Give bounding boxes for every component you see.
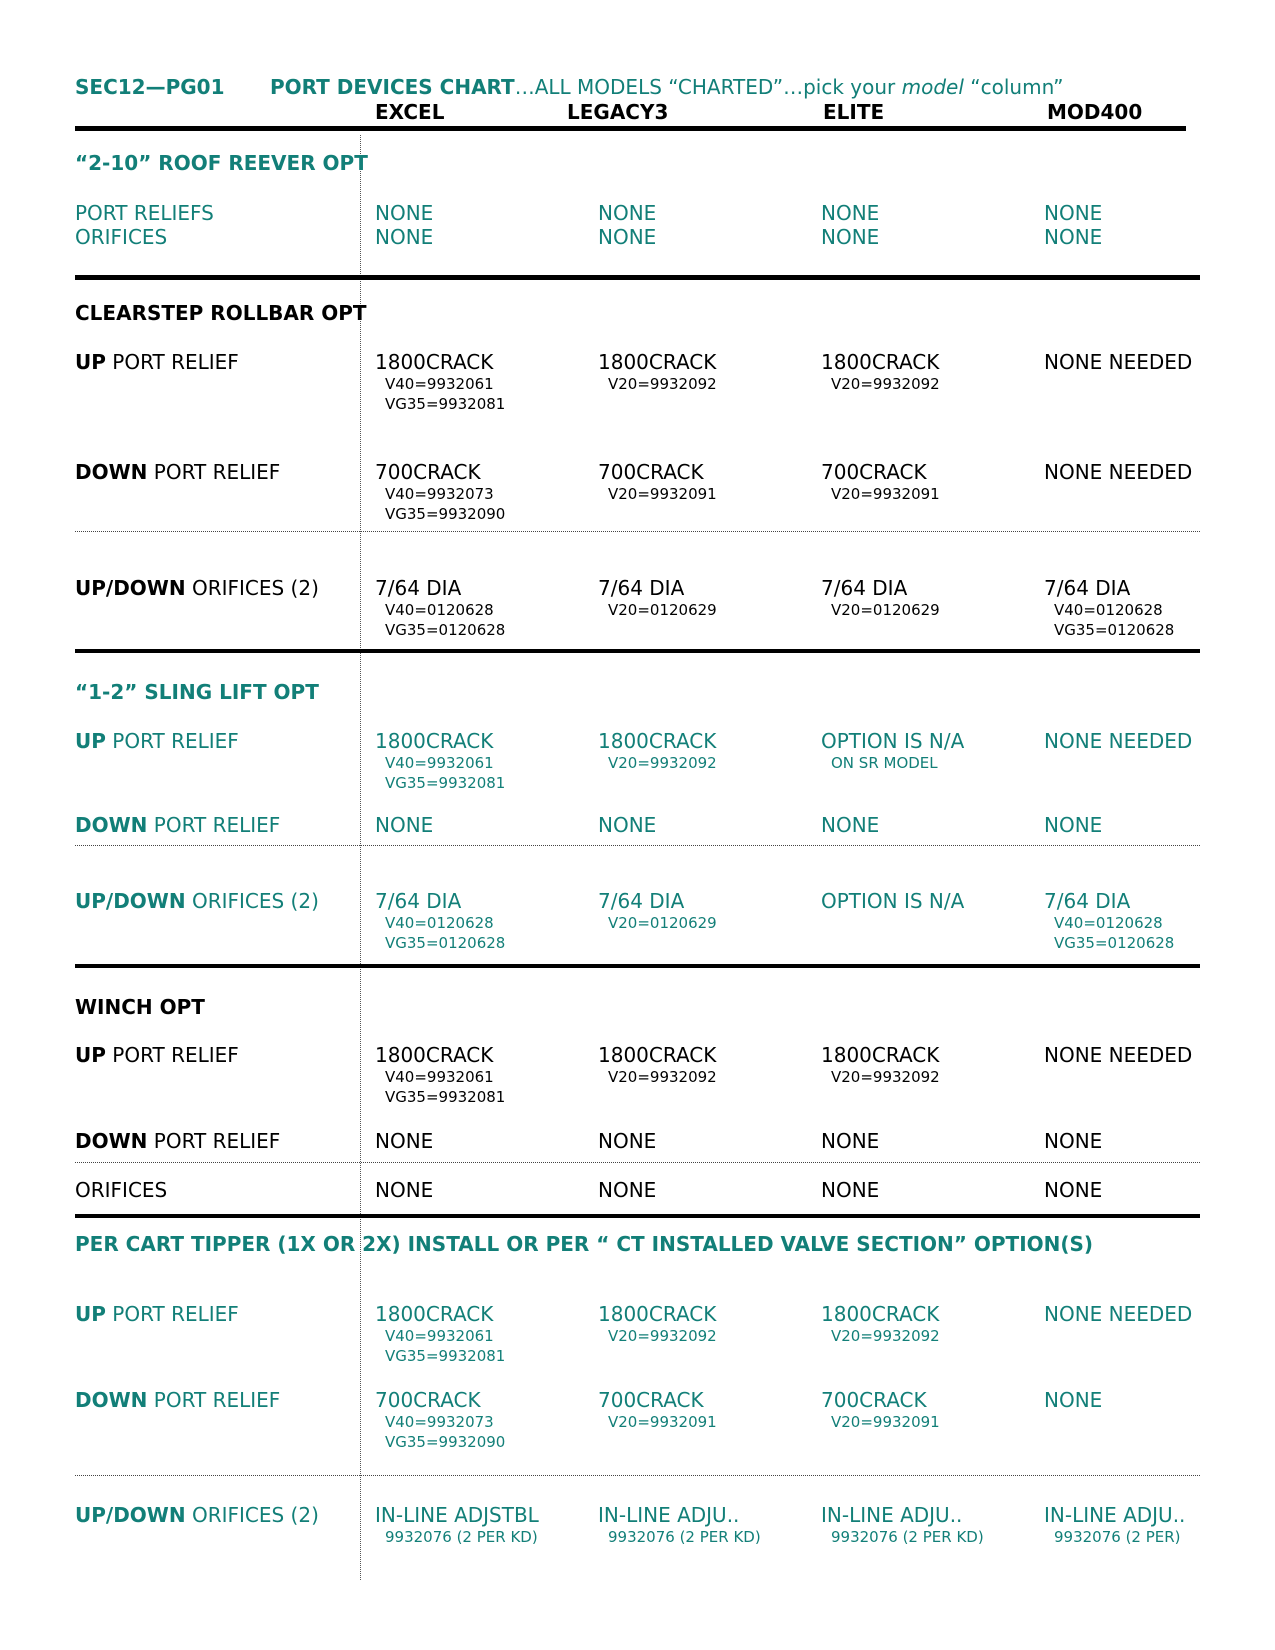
cell-value: NONE NEEDED: [1044, 460, 1193, 484]
cell-part-number: 9932076 (2 PER KD): [608, 1528, 761, 1546]
cell-value: NONE: [598, 1178, 657, 1202]
cell-part-number: 9932076 (2 PER KD): [831, 1528, 984, 1546]
row-label: [75, 1503, 319, 1527]
row-label: [75, 889, 319, 913]
cell-value: NONE NONE: [375, 201, 434, 249]
row-label-bold: DOWN: [75, 1388, 148, 1412]
row-label-bold: UP/DOWN: [75, 889, 186, 913]
row-label: [75, 729, 239, 753]
cell-value: 1800CRACK: [821, 350, 940, 374]
cell-value: 1800CRACK: [375, 729, 494, 753]
cell-value: 700CRACK: [821, 460, 927, 484]
cell-value: 700CRACK: [375, 460, 481, 484]
row-label: [75, 350, 239, 374]
cell-value: IN-LINE ADJU..: [1044, 1503, 1186, 1527]
cell-value: 700CRACK: [598, 460, 704, 484]
cell-value: NONE: [598, 1129, 657, 1153]
section-title-clearstep: CLEARSTEP ROLLBAR OPT: [75, 301, 367, 325]
row-divider: [75, 845, 1200, 846]
cell-value: NONE: [598, 813, 657, 837]
section-rule: [75, 275, 1200, 280]
page-title: [270, 75, 1064, 99]
cell-value: NONE: [375, 1129, 434, 1153]
cell-value: 1800CRACK: [598, 1302, 717, 1326]
row-label: [75, 576, 319, 600]
column-divider: [360, 135, 361, 1580]
cell-part-number: V20=9932092: [831, 1068, 940, 1086]
cell-value: 1800CRACK: [375, 1302, 494, 1326]
row-label-text: PORT RELIEF: [147, 460, 281, 484]
row-label-text: PORT RELIEF: [147, 1388, 281, 1412]
row-label-bold: UP: [75, 729, 106, 753]
cell-part-number: V20=0120629: [608, 601, 717, 619]
cell-value: 1800CRACK: [821, 1302, 940, 1326]
cell-part-number: V40=9932061 VG35=9932081: [385, 754, 506, 792]
cell-value: 1800CRACK: [598, 729, 717, 753]
cell-part-number: ON SR MODEL: [831, 754, 938, 772]
row-label: [75, 1388, 280, 1412]
cell-value: 700CRACK: [821, 1388, 927, 1412]
cell-value: 1800CRACK: [375, 350, 494, 374]
cell-value: 1800CRACK: [375, 1043, 494, 1067]
cell-value: NONE: [1044, 1129, 1103, 1153]
cell-part-number: V40=9932073 VG35=9932090: [385, 1413, 506, 1451]
row-label-text: ORIFICES (2): [185, 576, 319, 600]
section-title-sling: “1-2” SLING LIFT OPT: [75, 680, 319, 704]
row-label-bold: DOWN: [75, 1129, 148, 1153]
section-rule: [75, 964, 1200, 968]
cell-value: NONE: [821, 1178, 880, 1202]
row-divider: [75, 531, 1200, 532]
row-label: [75, 201, 214, 249]
cell-value: 7/64 DIA: [1044, 576, 1131, 600]
cell-value: NONE NEEDED: [1044, 729, 1193, 753]
cell-value: 7/64 DIA: [598, 576, 685, 600]
cell-part-number: V20=9932092: [831, 1327, 940, 1345]
row-label-text: PORT RELIEF: [147, 813, 281, 837]
cell-part-number: V20=9932092: [608, 754, 717, 772]
cell-part-number: V20=9932092: [608, 1327, 717, 1345]
row-label-text: ORIFICES: [75, 1178, 168, 1202]
title-italic: model: [901, 75, 964, 99]
cell-value: 7/64 DIA: [598, 889, 685, 913]
cell-part-number: V40=9932061 VG35=9932081: [385, 1327, 506, 1365]
row-label: [75, 813, 280, 837]
cell-value: NONE NONE: [598, 201, 657, 249]
title-rest-b: “column”: [963, 75, 1064, 99]
row-label-bold: UP: [75, 1302, 106, 1326]
cell-value: 1800CRACK: [821, 1043, 940, 1067]
cell-part-number: V20=9932092: [608, 375, 717, 393]
cell-value: 1800CRACK: [598, 1043, 717, 1067]
cell-part-number: V40=9932061 VG35=9932081: [385, 1068, 506, 1106]
cell-part-number: V40=9932061 VG35=9932081: [385, 375, 506, 413]
cell-part-number: V40=0120628 VG35=0120628: [1054, 914, 1175, 952]
cell-value: NONE NEEDED: [1044, 1302, 1193, 1326]
cell-value: 700CRACK: [375, 1388, 481, 1412]
cell-part-number: V20=9932092: [608, 1068, 717, 1086]
cell-value: OPTION IS N/A: [821, 729, 965, 753]
cell-part-number: V40=0120628 VG35=0120628: [1054, 601, 1175, 639]
row-label-text: PORT RELIEF: [105, 1043, 239, 1067]
column-header-mod400: MOD400: [1047, 100, 1143, 124]
cell-value: IN-LINE ADJU..: [821, 1503, 963, 1527]
section-title-cart: PER CART TIPPER (1X OR 2X) INSTALL OR PER “ CT INSTALLED VALVE SECTION” OPTION(S): [75, 1232, 1094, 1256]
row-label-text: ORIFICES (2): [185, 1503, 319, 1527]
cell-value: IN-LINE ADJU..: [598, 1503, 740, 1527]
row-divider: [75, 1162, 1200, 1163]
cell-value: NONE: [375, 1178, 434, 1202]
cell-part-number: V20=9932091: [608, 485, 717, 503]
cell-value: NONE NEEDED: [1044, 1043, 1193, 1067]
row-label: [75, 1043, 239, 1067]
cell-part-number: V20=9932092: [831, 375, 940, 393]
cell-value: 700CRACK: [598, 1388, 704, 1412]
section-title-winch: WINCH OPT: [75, 995, 205, 1019]
row-label: [75, 460, 280, 484]
cell-part-number: V20=0120629: [831, 601, 940, 619]
cell-value: NONE NONE: [821, 201, 880, 249]
cell-value: 7/64 DIA: [375, 576, 462, 600]
row-label-text: ORIFICES (2): [185, 889, 319, 913]
cell-value: 7/64 DIA: [1044, 889, 1131, 913]
cell-part-number: V40=9932073 VG35=9932090: [385, 485, 506, 523]
cell-value: OPTION IS N/A: [821, 889, 965, 913]
row-label-text: PORT RELIEFS ORIFICES: [75, 201, 214, 249]
cell-value: IN-LINE ADJSTBL: [375, 1503, 539, 1527]
cell-part-number: V40=0120628 VG35=0120628: [385, 914, 506, 952]
row-label-text: PORT RELIEF: [147, 1129, 281, 1153]
cell-value: 7/64 DIA: [375, 889, 462, 913]
row-label-bold: DOWN: [75, 813, 148, 837]
cell-value: NONE: [821, 1129, 880, 1153]
cell-value: 7/64 DIA: [821, 576, 908, 600]
cell-part-number: V20=9932091: [831, 1413, 940, 1431]
row-label-bold: UP/DOWN: [75, 1503, 186, 1527]
section-rule: [75, 649, 1200, 653]
header-rule: [75, 126, 1186, 131]
cell-part-number: V40=0120628 VG35=0120628: [385, 601, 506, 639]
row-label-text: PORT RELIEF: [105, 350, 239, 374]
column-header-elite: ELITE: [823, 100, 885, 124]
row-label-bold: DOWN: [75, 460, 148, 484]
cell-part-number: V20=9932091: [831, 485, 940, 503]
row-label-text: PORT RELIEF: [105, 729, 239, 753]
cell-value: 1800CRACK: [598, 350, 717, 374]
cell-part-number: 9932076 (2 PER KD): [385, 1528, 538, 1546]
section-rule: [75, 1214, 1200, 1218]
row-label: [75, 1129, 280, 1153]
cell-value: NONE: [1044, 1388, 1103, 1412]
cell-value: NONE: [1044, 1178, 1103, 1202]
column-header-excel: EXCEL: [375, 100, 445, 124]
title-bold: PORT DEVICES CHART: [270, 75, 515, 99]
title-rest-a: …ALL MODELS “CHARTED”…pick your: [514, 75, 902, 99]
cell-value: NONE: [821, 813, 880, 837]
section-code: SEC12—PG01: [75, 75, 225, 99]
column-header-legacy3: LEGACY3: [567, 100, 669, 124]
cell-value: NONE: [375, 813, 434, 837]
cell-value: NONE: [1044, 813, 1103, 837]
cell-value: NONE NONE: [1044, 201, 1103, 249]
row-label-bold: UP: [75, 350, 106, 374]
row-label: [75, 1178, 167, 1202]
section-title-roof: “2-10” ROOF REEVER OPT: [75, 151, 368, 175]
row-label: [75, 1302, 239, 1326]
row-label-bold: UP/DOWN: [75, 576, 186, 600]
cell-value: NONE NEEDED: [1044, 350, 1193, 374]
cell-part-number: 9932076 (2 PER): [1054, 1528, 1181, 1546]
row-label-bold: UP: [75, 1043, 106, 1067]
row-divider: [75, 1475, 1200, 1476]
row-label-text: PORT RELIEF: [105, 1302, 239, 1326]
cell-part-number: V20=9932091: [608, 1413, 717, 1431]
cell-part-number: V20=0120629: [608, 914, 717, 932]
